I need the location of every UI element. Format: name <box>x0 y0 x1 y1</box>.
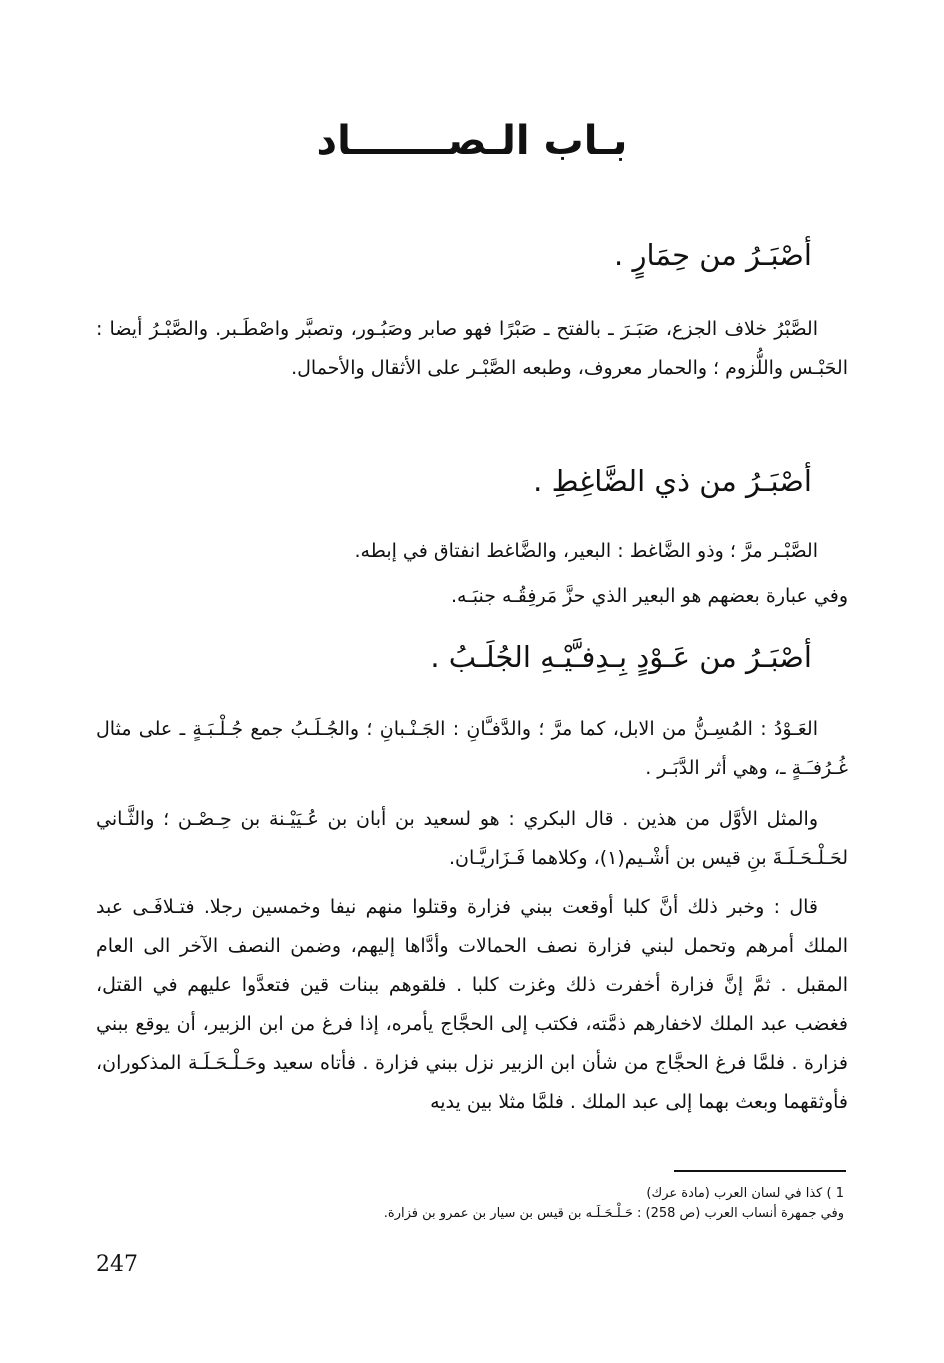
paragraph: الصَّبْـر مرَّ ؛ وذو الضَّاغط : البعير، والضَّاغط انفتاق في إبطه. <box>354 540 818 562</box>
page-number: 247 <box>96 1252 138 1277</box>
proverb-heading: أصْبَـرُ من ذي الضَّاغِطِ . <box>533 464 812 498</box>
proverb-heading: أصْبَـرُ من عَـوْدٍ بِـدِفـَّيْـهِ الجُلَـبُ . <box>430 640 812 674</box>
footnotes <box>94 1184 844 1224</box>
chapter-title: بـاب الـصـــــــاد <box>316 118 628 164</box>
paragraph: العَـوْدُ : المُسِـنُّ من الابل، كما مرَّ ؛ والدَّفـَّانِ : الجَـنْـبانِ ؛ والجُـلَـبُ جمع جُـلْـبَـةٍ ـ على مثال غُـرُفـَـةٍ ـ، وهي أثر الدَّبَـر . <box>96 718 848 779</box>
paragraph: الصَّبْرُ خلاف الجزع، صَبَـرَ ـ بالفتح ـ صَبْرًا فهو صابر وصَبُـور، وتصبَّر واصْطَـبر. والصَّبْـرُ أيضا : الحَبْـس واللُّزوم ؛ والحمار معروف، وطبعه الصَّبْـر على الأثقال والأحمال. <box>96 318 848 379</box>
footnote-line: وفي جمهرة أنساب العرب (ص 258) : حَـلْـحَـلَـه بن قيس بن سيار بن عمرو بن فزارة. <box>383 1206 844 1221</box>
proverb-heading: أصْبَـرُ من حِمَارٍ . <box>614 238 812 272</box>
paragraph: قال : وخبر ذلك أنَّ كلبا أوقعت ببني فزارة وقتلوا منهم نيفا وخمسين رجلا. فتـلافَـى عبد الملك أمرهم وتحمل لبني فزارة نصف الحمالات وأدَّاها إليهم، وضمن النصف الآخر الى العام المقبل . ثمَّ إنَّ فزارة أخفرت ذلك وغزت كلبا . فلقوهم ببنات قين فتعدَّوا عليهم في القتل، فغضب عبد الملك لاخفارهم ذمَّته، فكتب إلى الحجَّاج يأمره، إذا فرغ من ابن الزبير، أن يوقع ببني فزارة . فلمَّا فرغ الحجَّاج من شأن ابن الزبير نزل ببني فزارة . فأتاه سعيد وحَـلْـحَـلَـة المذكوران، فأوثقهما وبعث بهما إلى عبد الملك . فلمَّا مثلا بين يديه <box>96 896 848 1113</box>
paragraph: وفي عبارة بعضهم هو البعير الذي حزَّ مَرفِقُـه جنبَـه. <box>450 585 848 607</box>
footnote-line: 1 ) كذا في لسان العرب (مادة عرك) <box>646 1186 844 1201</box>
paragraph: والمثل الأوَّل من هذين . قال البكري : هو لسعيد بن أبان بن عُـيَيْـنة بن حِـصْـن ؛ والثَّـاني لحَـلْـحَـلَـةَ بنِ قيس بن أشْـيم(١)، وكلاهما فَـزَاريَّـان. <box>96 808 848 869</box>
footnote-separator <box>674 1170 846 1172</box>
